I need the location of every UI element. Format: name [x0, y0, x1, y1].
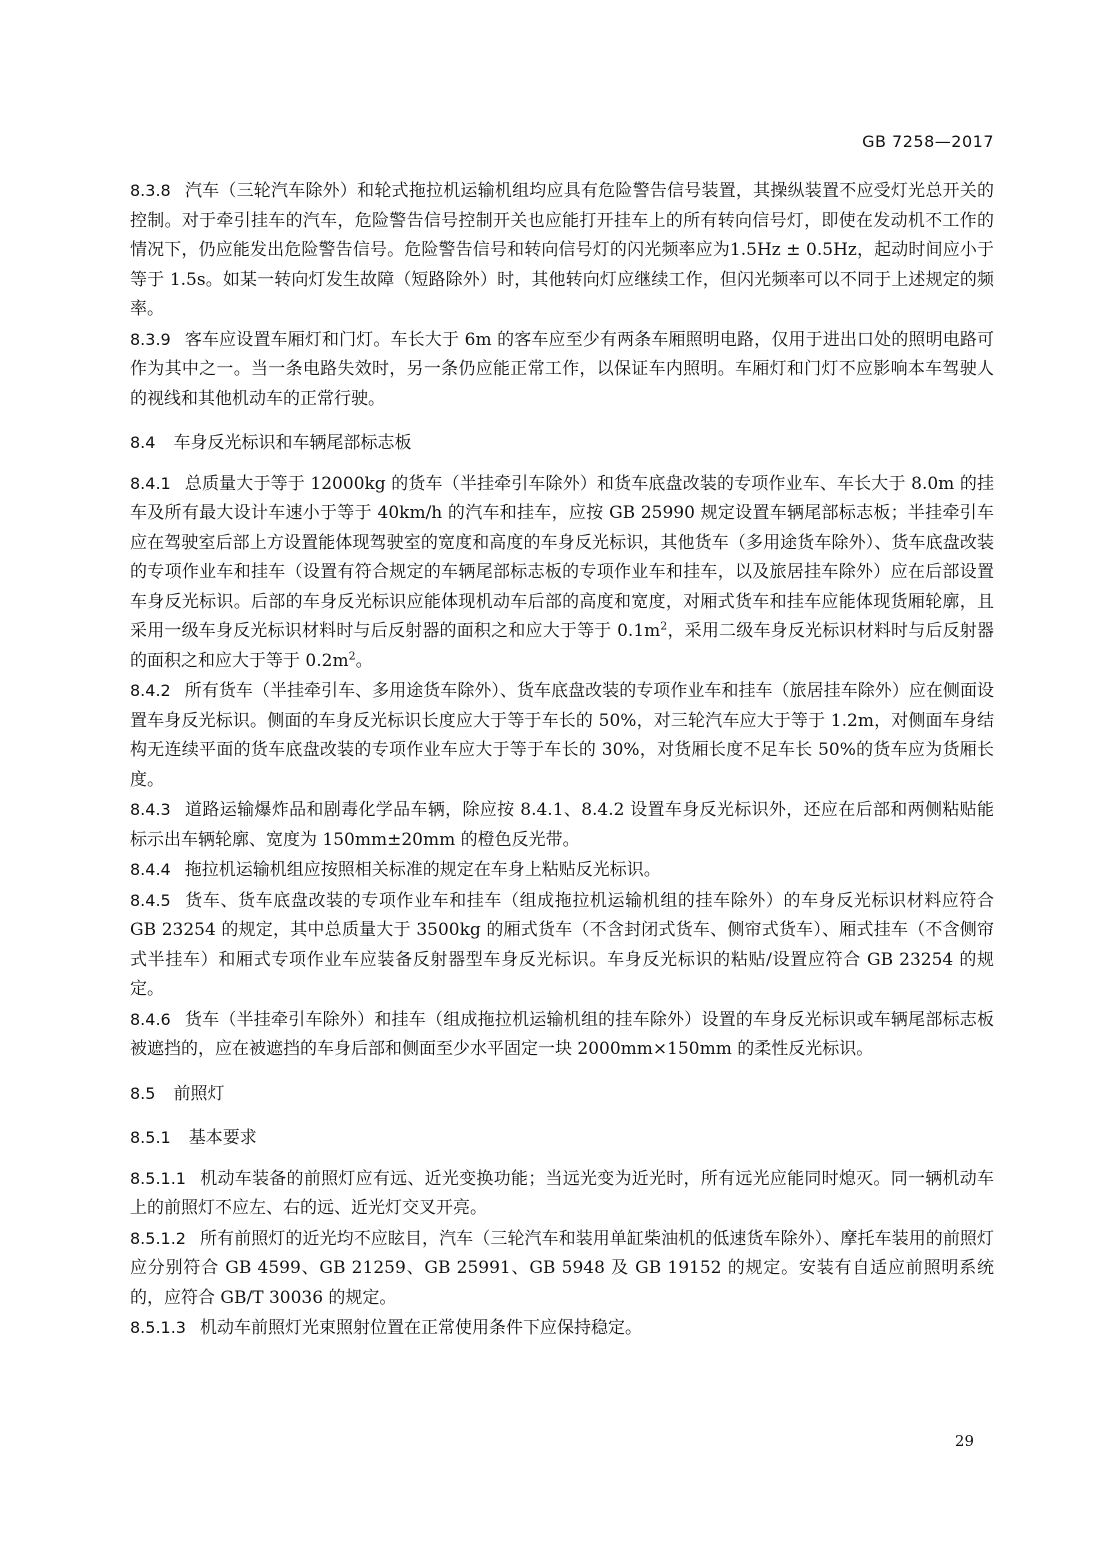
clause-number: 8.4.6 — [130, 1009, 171, 1029]
clause-number: 8.5.1.2 — [130, 1228, 186, 1248]
clause-number: 8.4.2 — [130, 681, 171, 700]
clause-text: 所有前照灯的近光均不应眩目，汽车（三轮汽车和装用单缸柴油机的低速货车除外）、摩托车装用的前照灯应分别符合 GB 4599、GB 21259、GB 25991、GB 5948 及 GB 19152 的规定。安装有自适应前照明系统的，应符合 GB/T 30036 的规定。 — [130, 1228, 994, 1308]
clause-8-4-6 — [130, 1005, 994, 1065]
clause-number: 8.3.9 — [130, 329, 171, 349]
clause-text: 拖拉机运输机组应按照相关标准的规定在车身上粘贴反光标识。 — [184, 860, 661, 880]
section-number: 8.5 — [130, 1083, 156, 1103]
clause-8-3-9 — [130, 325, 994, 415]
clause-8-3-8 — [130, 176, 994, 325]
section-title: 车身反光标识和车辆尾部标志板 — [173, 433, 412, 453]
clause-text: 汽车（三轮汽车除外）和轮式拖拉机运输机组均应具有危险警告信号装置，其操纵装置不应受灯光总开关的控制。对于牵引挂车的汽车，危险警告信号控制开关也应能打开挂车上的所有转向信号灯，即使在发动机不工作的情况下，仍应能发出危险警告信号。危险警告信号和转向信号灯的闪光频率应为1.5Hz ± 0.5Hz，起动时间应小于等于 1.5s。如某一转向灯发生故障（短路除外）时，其他转向灯应继续工作，但闪光频率可以不同于上述规定的频率。 — [130, 181, 994, 319]
section-heading-8-5-1 — [130, 1123, 994, 1154]
clause-8-4-1 — [130, 469, 994, 677]
clause-text-end: 。 — [355, 650, 373, 671]
clause-number: 8.4.4 — [130, 860, 171, 879]
clause-number: 8.4.3 — [130, 800, 171, 819]
standard-code: GB 7258—2017 — [862, 132, 994, 151]
clause-text: 机动车装备的前照灯应有远、近光变换功能；当远光变为近光时，所有远光应能同时熄灭。同一辆机动车上的前照灯不应左、右的远、近光灯交叉开亮。 — [130, 1168, 994, 1218]
clause-number: 8.3.8 — [130, 181, 171, 200]
superscript: 2 — [660, 619, 668, 633]
document-body — [130, 176, 994, 1344]
clause-8-5-1-3 — [130, 1313, 994, 1344]
clause-text: 客车应设置车厢灯和门灯。车长大于 6m 的客车应至少有两条车厢照明电路，仅用于进出口处的照明电路可作为其中之一。当一条电路失效时，另一条仍应能正常工作，以保证车内照明。车厢灯和门灯不应影响本车驾驶人的视线和其他机动车的正常行驶。 — [130, 329, 994, 409]
clause-number: 8.5.1.1 — [130, 1168, 186, 1188]
clause-number: 8.4.5 — [130, 890, 171, 910]
section-number: 8.4 — [130, 433, 156, 452]
clause-8-4-2 — [130, 676, 994, 795]
section-number: 8.5.1 — [130, 1128, 171, 1147]
clause-text: 机动车前照灯光束照射位置在正常使用条件下应保持稳定。 — [199, 1318, 642, 1338]
clause-text: 所有货车（半挂牵引车、多用途货车除外）、货车底盘改装的专项作业车和挂车（旅居挂车除外）应在侧面设置车身反光标识。侧面的车身反光标识长度应大于等于车长的 50%，对三轮汽车应大于等于 1.2m，对侧面车身结构无连续平面的货车底盘改装的专项作业车应大于等于车长的 30%，对货厢长度不足车长 50%的货车应为货厢长度。 — [130, 681, 994, 790]
page-number: 29 — [954, 1432, 974, 1450]
clause-text: 货车、货车底盘改装的专项作业车和挂车（组成拖拉机运输机组的挂车除外）的车身反光标识材料应符合 GB 23254 的规定，其中总质量大于 3500kg 的厢式货车（不含封闭式货车、侧帘式货车）、厢式挂车（不含侧帘式半挂车）和厢式专项作业车应装备反射器型车身反光标识。车身反光标识的粘贴/设置应符合 GB 23254 的规定。 — [130, 890, 994, 999]
clause-text: 总质量大于等于 12000kg 的货车（半挂牵引车除外）和货车底盘改装的专项作业车、车长大于 8.0m 的挂车及所有最大设计车速小于等于 40km/h 的汽车和挂车，应按 GB 25990 规定设置车辆尾部标志板；半挂牵引车应在驾驶室后部上方设置能体现驾驶室的宽度和高度的车身反光标识，其他货车（多用途货车除外）、货车底盘改装的专项作业车和挂车（设置有符合规定的车辆尾部标志板的专项作业车和挂车，以及旅居挂车除外）应在后部设置车身反光标识。后部的车身反光标识应能体现机动车后部的高度和宽度，对厢式货车和挂车应能体现货厢轮廓，且采用一级车身反光标识材料时与后反射器的面积之和应大于等于 0.1m — [130, 473, 994, 641]
clause-number: 8.5.1.3 — [130, 1318, 186, 1337]
clause-8-4-4 — [130, 855, 994, 886]
section-heading-8-4 — [130, 428, 994, 459]
clause-number: 8.4.1 — [130, 473, 171, 493]
clause-8-4-3 — [130, 795, 994, 855]
clause-8-5-1-2 — [130, 1224, 994, 1314]
clause-8-5-1-1 — [130, 1164, 994, 1224]
section-title: 基本要求 — [188, 1128, 257, 1148]
clause-text: 道路运输爆炸品和剧毒化学品车辆，除应按 8.4.1、8.4.2 设置车身反光标识外，还应在后部和两侧粘贴能标示出车辆轮廓、宽度为 150mm±20mm 的橙色反光带。 — [130, 800, 994, 850]
clause-text-continued: ，采用二级车身反光标识材料时与后反射器的面积之和应大于等于 0.2m — [130, 621, 995, 671]
clause-text: 货车（半挂牵引车除外）和挂车（组成拖拉机运输机组的挂车除外）设置的车身反光标识或车辆尾部标志板被遮挡的，应在被遮挡的车身后部和侧面至少水平固定一块 2000mm×150mm 的柔性反光标识。 — [130, 1009, 994, 1059]
clause-8-4-5 — [130, 886, 994, 1005]
superscript: 2 — [348, 648, 356, 662]
section-title: 前照灯 — [173, 1083, 225, 1104]
section-heading-8-5 — [130, 1079, 994, 1110]
